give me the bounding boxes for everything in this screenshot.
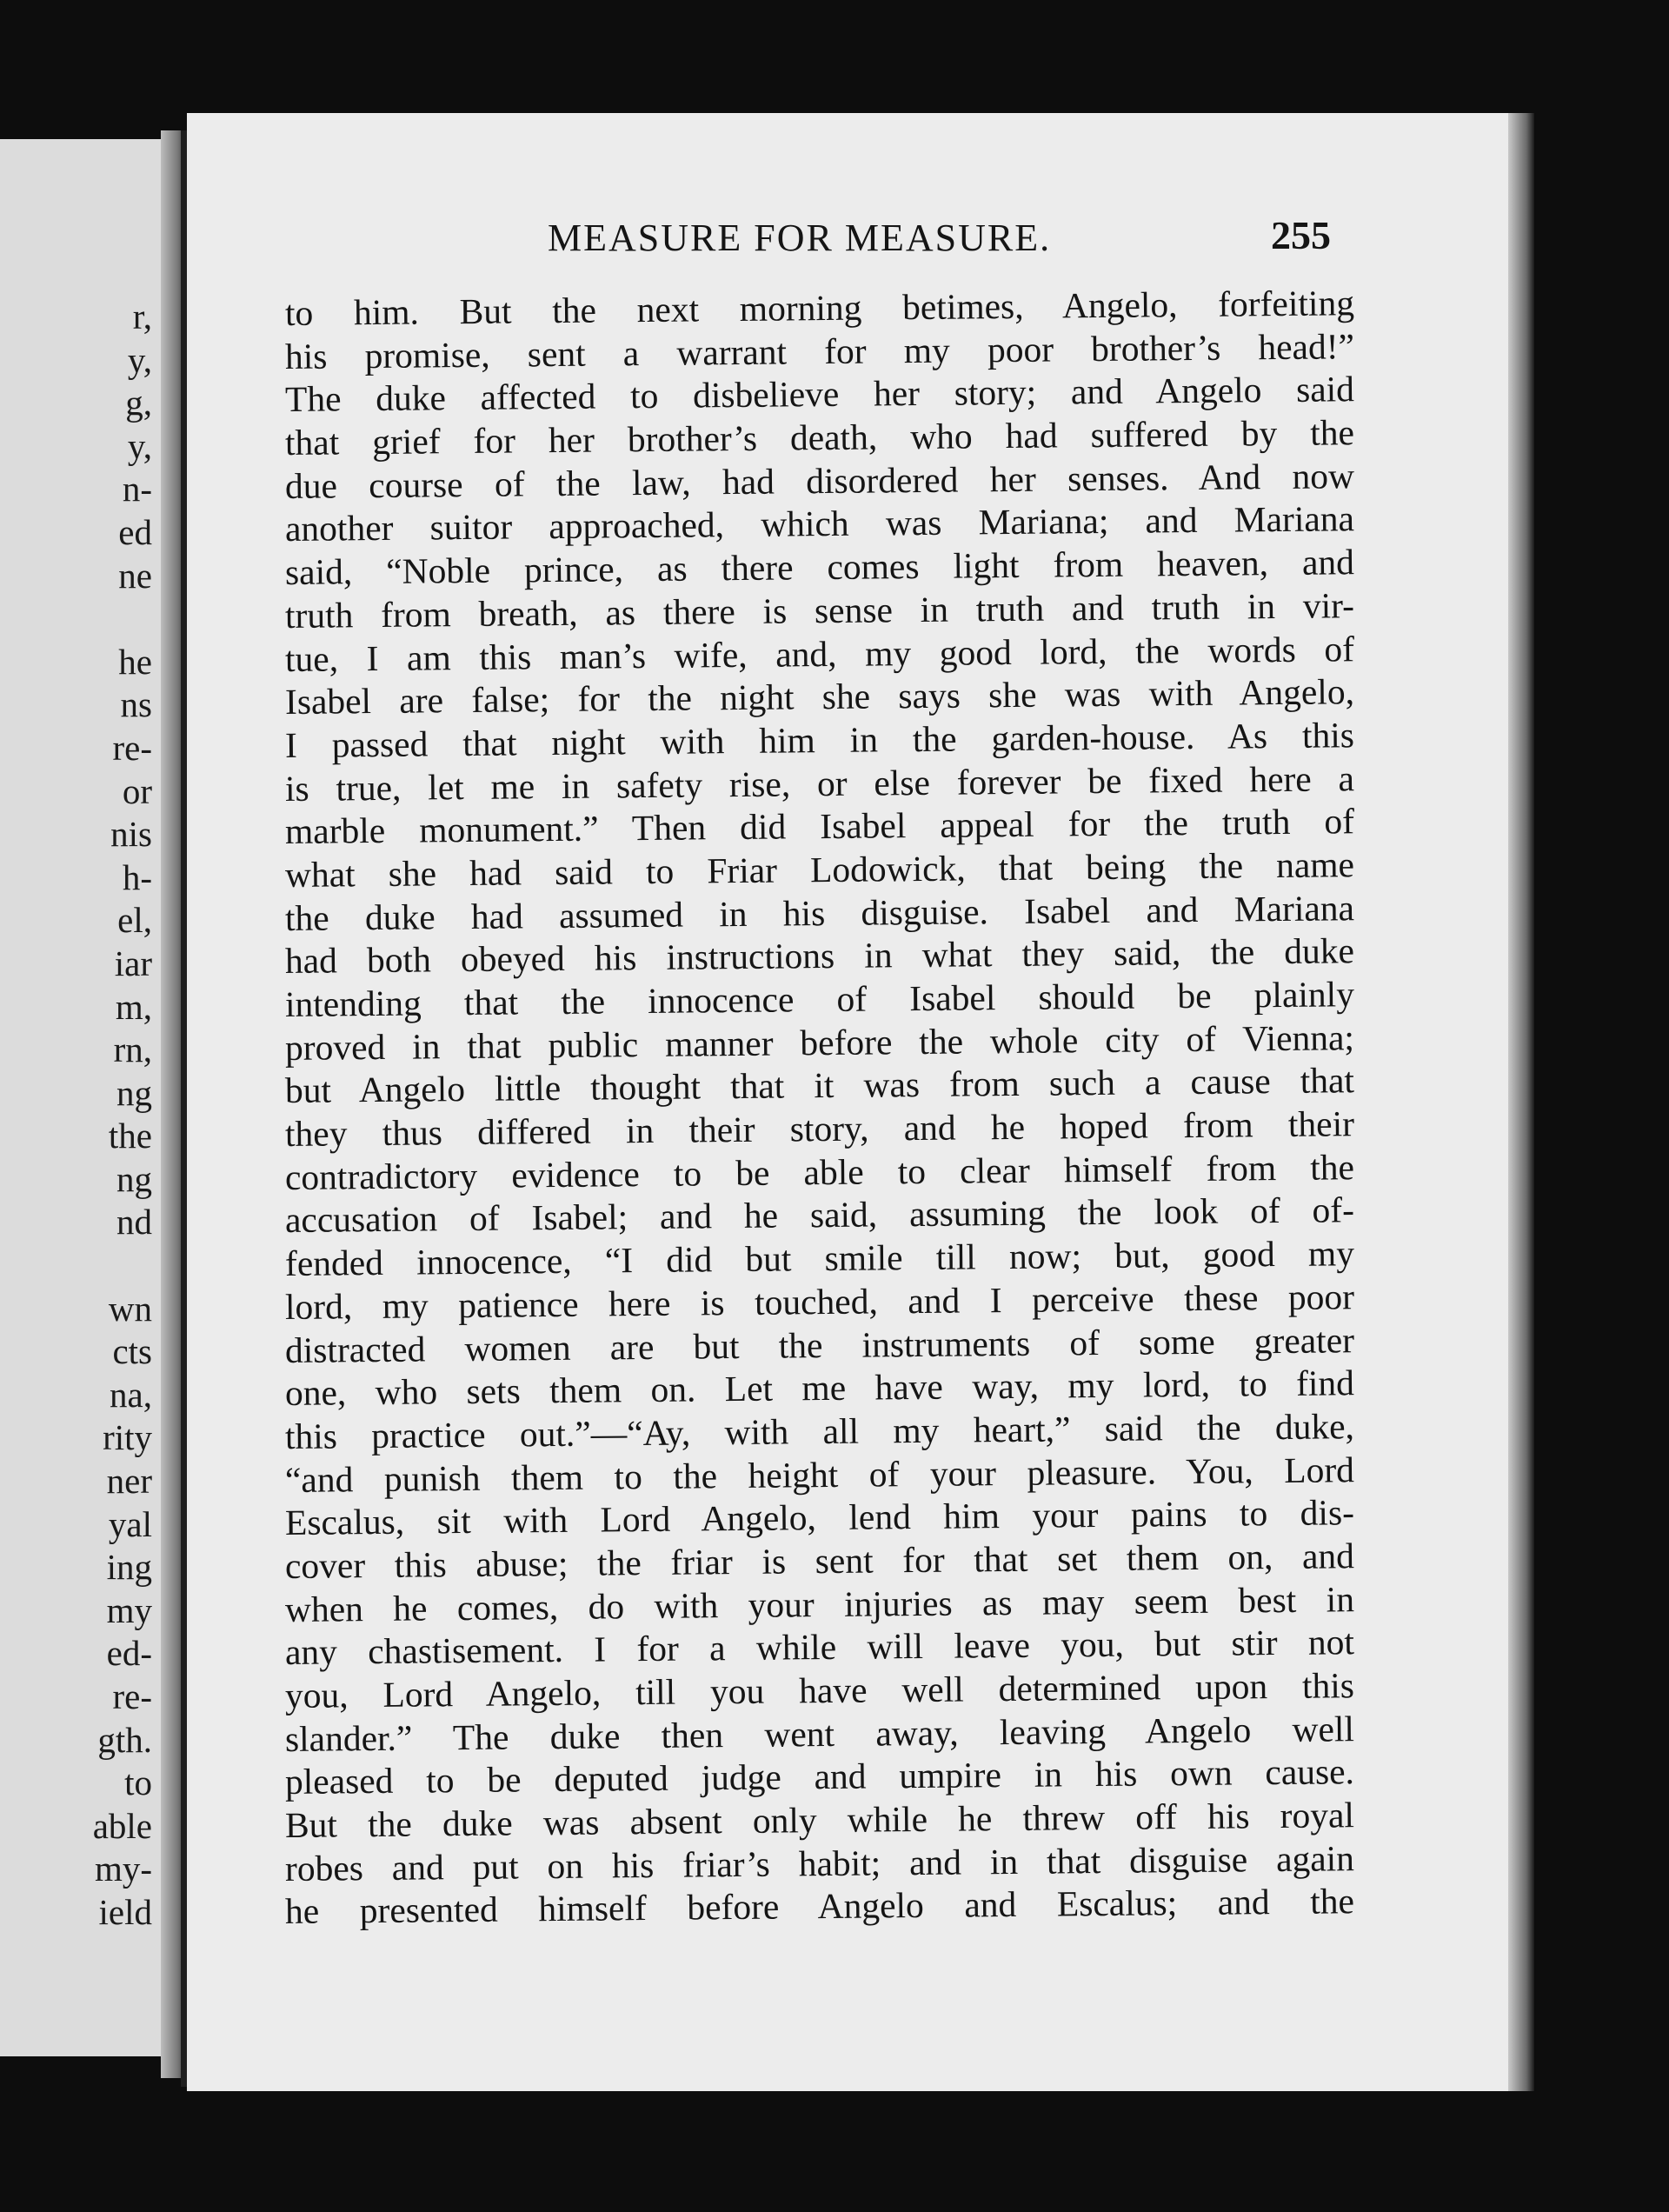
facing-page-fragment <box>4 1244 152 1288</box>
text-line: proved in that public manner before the whole city of Vienna; <box>284 1016 1355 1068</box>
text-line: the duke had assumed in his disguise. Isabel and Mariana <box>284 887 1355 938</box>
text-line: slander.” The duke then went away, leaving Angelo well <box>284 1708 1355 1759</box>
facing-page-fragment: g, <box>125 383 152 423</box>
text-line: Escalus, sit with Lord Angelo, lend him your pains to dis- <box>284 1492 1355 1543</box>
facing-page-fragment: iar <box>114 943 152 983</box>
facing-page-fragment: nis <box>110 814 152 855</box>
facing-page-fragment: wn <box>108 1288 152 1329</box>
facing-page-fragment: my- <box>94 1849 152 1889</box>
text-line: said, “Noble prince, as there comes light from heaven, and <box>284 542 1355 593</box>
text-line: pleased to be deputed judge and umpire in his own cause. <box>284 1751 1355 1802</box>
text-line: to him. But the next morning betimes, Angelo, forfeiting <box>284 283 1355 333</box>
text-line: when he comes, do with your injuries as may seem best in <box>284 1578 1355 1629</box>
text-line: is true, let me in safety rise, or else forever be fixed here a <box>284 757 1355 809</box>
text-line: that grief for her brother’s death, who had suffered by the <box>284 412 1355 463</box>
text-line: this practice out.”—“Ay, with all my heart,” said the duke, <box>284 1406 1355 1456</box>
text-line: robes and put on his friar’s habit; and in that disguise again <box>284 1837 1355 1889</box>
facing-page-fragment: el, <box>117 900 152 941</box>
text-line: his promise, sent a warrant for my poor brother’s head!” <box>284 325 1355 376</box>
facing-page-fragment: na, <box>110 1374 152 1415</box>
facing-page-fragment: cts <box>112 1331 152 1372</box>
text-line: you, Lord Angelo, till you have well determined upon this <box>284 1665 1355 1716</box>
facing-page-fragment: ns <box>120 684 152 725</box>
text-line: cover this abuse; the friar is sent for that set them on, and <box>284 1536 1355 1586</box>
text-line: due course of the law, had disordered her senses. And now <box>284 455 1355 506</box>
facing-page-edge <box>0 139 161 2056</box>
facing-page-word-fragments <box>4 296 152 1935</box>
facing-page-fragment: ng <box>116 1072 152 1113</box>
text-line: Isabel are false; for the night she says she was with Angelo, <box>284 671 1355 723</box>
running-head <box>0 213 1669 268</box>
text-line: contradictory evidence to be able to clear himself from the <box>284 1146 1355 1197</box>
facing-page-fragment: m, <box>115 986 152 1027</box>
facing-page-fragment: ner <box>106 1461 152 1502</box>
facing-page-fragment: h- <box>122 856 152 897</box>
facing-page-fragment: gth. <box>97 1719 152 1760</box>
text-line: The duke affected to disbelieve her story; and Angelo said <box>284 369 1355 420</box>
facing-page-fragment: or <box>122 770 152 811</box>
text-line: “and punish them to the height of your pleasure. You, Lord <box>284 1449 1355 1500</box>
page-edge-shadow <box>1508 113 1534 2091</box>
facing-page-fragment: ed- <box>106 1633 152 1674</box>
text-line: he presented himself before Angelo and Escalus; and the <box>284 1881 1355 1932</box>
text-line: accusation of Isabel; and he said, assuming the look of of- <box>284 1189 1355 1241</box>
text-line: any chastisement. I for a while will leave you, but stir not <box>284 1622 1355 1673</box>
facing-page-fragment: to <box>124 1762 152 1803</box>
facing-page-fragment: my <box>106 1589 152 1630</box>
facing-page-fragment: he <box>118 641 152 682</box>
facing-page-fragment: ing <box>106 1547 152 1588</box>
text-line: but Angelo little thought that it was from such a cause that <box>284 1060 1355 1111</box>
facing-page-fragment: ng <box>116 1158 152 1199</box>
text-line: they thus differed in their story, and he hoped from their <box>284 1103 1355 1155</box>
text-line: one, who sets them on. Let me have way, my lord, to find <box>284 1363 1355 1414</box>
facing-page-fragment: yal <box>108 1503 152 1544</box>
facing-page-fragment <box>4 597 152 641</box>
text-line: lord, my patience here is touched, and I perceive these poor <box>284 1276 1355 1327</box>
facing-page-fragment: n- <box>122 469 152 510</box>
text-line: another suitor approached, which was Mariana; and Mariana <box>284 498 1355 550</box>
gutter-shadow <box>181 130 187 2087</box>
facing-page-fragment: re- <box>112 727 152 768</box>
facing-page-fragment: ield <box>98 1891 152 1932</box>
page-number: 255 <box>1271 213 1331 257</box>
facing-page-fragment: y, <box>127 425 152 466</box>
text-line: fended innocence, “I did but smile till now; but, good my <box>284 1233 1355 1284</box>
text-line: tue, I am this man’s wife, and, my good lord, the words of <box>284 628 1355 679</box>
facing-page-fragment: nd <box>116 1202 152 1243</box>
facing-page-fragment: y, <box>127 339 152 380</box>
facing-page-fragment: ed <box>118 511 152 552</box>
text-line: intending that the innocence of Isabel should be plainly <box>284 974 1355 1024</box>
facing-page-fragment: re- <box>112 1676 152 1716</box>
running-title: MEASURE FOR MEASURE. <box>548 217 1052 259</box>
facing-page-fragment: rity <box>103 1417 152 1458</box>
text-line: distracted women are but the instruments of some greater <box>284 1319 1355 1370</box>
facing-page-fragment: rn, <box>113 1029 152 1070</box>
text-line: I passed that night with him in the garden-house. As this <box>284 715 1355 765</box>
text-line: marble monument.” Then did Isabel appeal for the truth of <box>284 801 1355 852</box>
text-line: But the duke was absent only while he threw off his royal <box>284 1795 1355 1846</box>
text-line: had both obeyed his instructions in what they said, the duke <box>284 930 1355 982</box>
facing-page-fragment: able <box>92 1805 152 1846</box>
text-line: what she had said to Friar Lodowick, that being the name <box>284 844 1355 895</box>
facing-page-fragment: r, <box>132 296 152 336</box>
text-line: truth from breath, as there is sense in truth and truth in vir- <box>284 585 1355 636</box>
facing-page-fragment: the <box>108 1116 152 1156</box>
facing-page-fragment: ne <box>118 555 152 596</box>
body-text <box>284 283 1355 1934</box>
